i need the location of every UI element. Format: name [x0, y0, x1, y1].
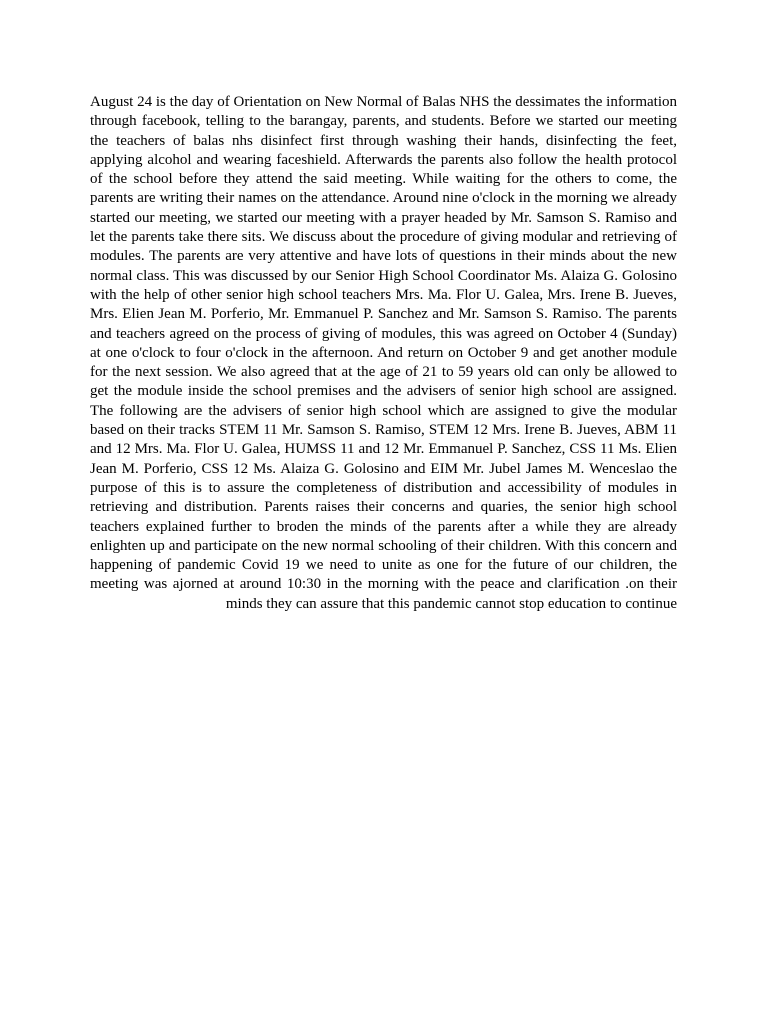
body-paragraph: August 24 is the day of Orientation on New Normal of Balas NHS the dessimates the information through facebook, telling to the barangay, parents, and students. Before we started our meeting the teachers of balas nhs disinfect first through washing their hands, disinfecting the feet, applying alcohol and wearing faceshield. Afterwards the parents also follow the health protocol of the school before they attend the said meeting. While waiting for the others to come, the parents are writing their names on the attendance. Around nine o'clock in the morning we already started our meeting, we started our meeting with a prayer headed by Mr. Samson S. Ramiso and let the parents take there sits. We discuss about the procedure of giving modular and retrieving of modules. The parents are very attentive and have lots of questions in their minds about the new normal class. This was discussed by our Senior High School Coordinator Ms. Alaiza G. Golosino with the help of other senior high school teachers Mrs. Ma. Flor U. Galea, Mrs. Irene B. Jueves, Mrs. Elien Jean M. Porferio, Mr. Emmanuel P. Sanchez and Mr. Samson S. Ramiso. The parents and teachers agreed on the process of giving of modules, this was agreed on October 4 (Sunday) at one o'clock to four o'clock in the afternoon. And return on October 9 and get another module for the next session. We also agreed that at the age of 21 to 59 years old can only be allowed to get the module inside the school premises and the advisers of senior high school are assigned. The following are the advisers of senior high school which are assigned to give the modular based on their tracks STEM 11 Mr. Samson S. Ramiso, STEM 12 Mrs. Irene B. Jueves, ABM 11 and 12 Mrs. Ma. Flor U. Galea, HUMSS 11 and 12 Mr. Emmanuel P. Sanchez, CSS 11 Ms. Elien Jean M. Porferio, CSS 12 Ms. Alaiza G. Golosino and EIM Mr. Jubel James M. Wenceslao the purpose of this is to assure the completeness of distribution and accessibility of modules in retrieving and distribution. Parents raises their concerns and quaries, the senior high school teachers explained further to broden the minds of the parents after a while they are already enlighten up and participate on the new normal schooling of their children. With this concern and happening of pandemic Covid 19 we need to unite as one for the future of our children, the meeting was ajorned at around 10:30 in the morning with the peace and clarification .on their minds they can assure that this pandemic cannot stop education to continue [90, 94, 677, 612]
